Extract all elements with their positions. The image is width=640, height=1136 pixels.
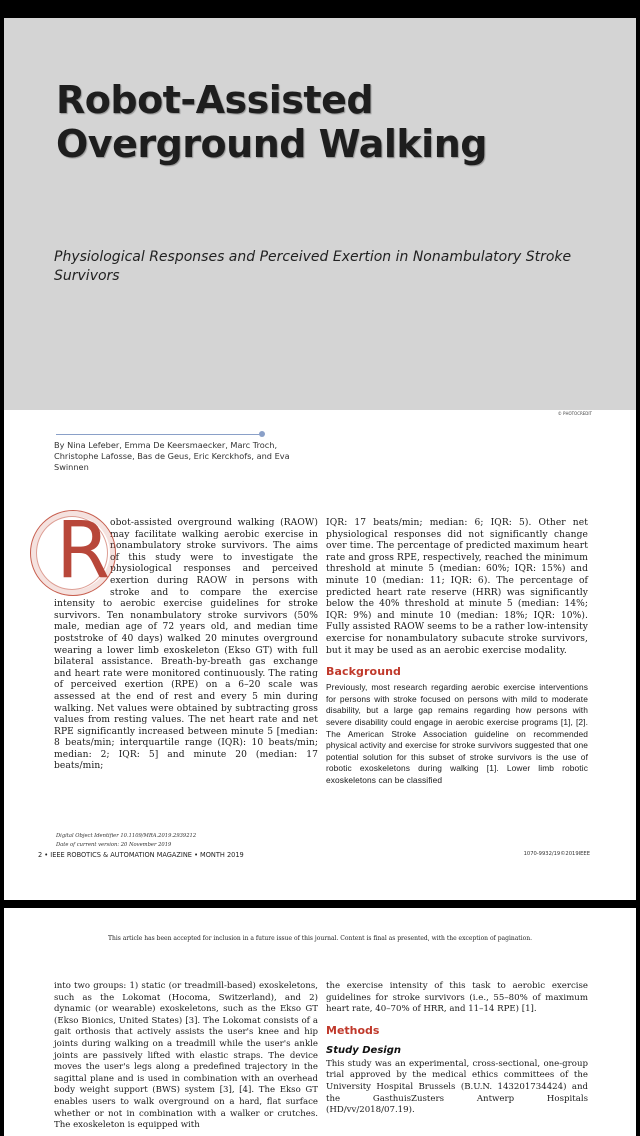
article-page-2 [4, 908, 636, 1136]
date-line: Date of current version: 20 November 2019 [56, 842, 172, 848]
abstract-right-column [326, 518, 588, 786]
title-line-2: Overground Walking [56, 122, 487, 166]
dropcap-letter: R [56, 506, 111, 596]
author-divider-dot [259, 431, 265, 437]
article-title [56, 78, 487, 166]
body-left-column [54, 981, 318, 1132]
article-subtitle: Physiological Responses and Perceived Exertion in Nonambulatory Stroke Survivors [54, 249, 572, 284]
author-divider [56, 434, 260, 435]
body-text-left: into two groups: 1) static (or treadmill-based) exoskeletons, such as the Lokomat (Hocoma, Switzerland), and 2) dynamic (or wearable) exoskeletons, such as the Ekso GT (Ekso Bionics, United States) [3]. The Lokomat consists of a gait orthosis that actively assists the user's knee and hip joints during walking on a treadmill while the user's ankle joints are passively lifted with elastic straps. The device moves the user's legs along a predefined trajectory in the sagittal plane and is used in combination with an overhead body weight support (BWS) system [3], [4]. The Ekso GT enables users to walk overground on a hard, flat surface whether or not in combination with a walker or crutches. The exoskeleton is equipped with [54, 981, 318, 1131]
background-text: Previously, most research regarding aerobic exercise interventions for persons with stroke focused on persons with mild to moderate disability, but a large gap remains regarding how persons with severe disability could engage in aerobic exercise programs [1], [2]. The American Stroke Association guideline on recommended physical activity and exercise for stroke survivors suggested that one potential solution for this subset of stroke survivors is the use of robotic exoskeletons during walking [1]. Lower limb robotic exoskeletons can be classified [326, 682, 588, 785]
abstract-left-column [54, 506, 318, 773]
page-footer-left: 2 • IEEE ROBOTICS & AUTOMATION MAGAZINE • MONTH 2019 [38, 851, 244, 859]
abstract-text-right: IQR: 17 beats/min; median: 6; IQR: 5). Other net physiological responses did not significantly change over time. The percentage of predicted maximum heart rate and gross RPE, respectively, reached the minimum threshold at minute 5 (median: 60%; IQR: 15%) and minute 10 (median: 11; IQR: 6). The percentage of predicted heart rate reserve (HRR) was significantly below the 40% threshold at minute 5 (median: 14%; IQR: 9%) and minute 10 (median: 18%; IQR: 10%). Fully assisted RAOW seems to be a rather low-intensity exercise for nonambulatory subacute stroke survivors, but it may be used as an aerobic exercise modality. [326, 518, 589, 656]
doi-block [56, 832, 196, 850]
body-right-column [326, 981, 588, 1117]
page-footer-right: 1070-9932/19©2019IEEE [523, 851, 590, 857]
abstract-text-left: obot-assisted overground walking (RAOW) may facilitate walking aerobic exercise in nonambulatory stroke survivors. The aims of this study were to investigate the physiological responses and perceived exertion during RAOW in persons with stroke and to compare the exercise intensity to aerobic exercise guidelines for stroke survivors. Ten nonambulatory stroke survivors (50% male, median age of 72 years old, and median time poststroke of 40 days) walked 20 minutes overground wearing a lower limb exoskeleton (Ekso GT) with full bilateral assistance. Breath-by-breath gas exchange and heart rate were monitored continuously. The rating of perceived exertion (RPE) on a 6–20 scale was assessed at the end of rest and every 5 min during walking. Net values were obtained by subtracting gross values from resting values. The net heart rate and net RPE significantly increased between minute 5 [median: 8 beats/min; interquartile range (IQR): 10 beats/min; median: 2; IQR: 5] and minute 20 (median: 17 beats/min; [54, 518, 318, 772]
acceptance-notice: This article has been accepted for inclusion in a future issue of this journal. Content is final as presented, with the exception of pagination. [107, 935, 533, 942]
background-heading: Background [326, 665, 402, 679]
study-design-text: This study was an experimental, cross-sectional, one-group trial approved by the medical ethics committees of the University Hospital Brussels (B.U.N. 143201734424) and the GasthuisZusters Antwerp Hospitals (HD/vv/2018/07.19). [326, 1058, 588, 1116]
doi-line: Digital Object Identifier 10.1109/MRA.2019.2939212 [56, 833, 197, 839]
dropcap-ornament [54, 506, 111, 596]
title-line-1: Robot-Assisted [56, 78, 374, 122]
photo-credit: © PHOTOCREDIT [557, 411, 592, 416]
study-design-heading: Study Design [326, 1044, 401, 1056]
author-list: By Nina Lefeber, Emma De Keersmaecker, Marc Troch, Christophe Lafosse, Bas de Geus, Eric Kerckhofs, and Eva Swinnen [54, 440, 290, 472]
title-banner [4, 18, 636, 410]
article-page-1 [4, 18, 636, 900]
methods-heading: Methods [326, 1023, 380, 1037]
body-text-right: the exercise intensity of this task to aerobic exercise guidelines for stroke survivors (i.e., 55–80% of maximum heart rate, 40–70% of HRR, and 11–14 RPE) [1]. [326, 981, 588, 1015]
